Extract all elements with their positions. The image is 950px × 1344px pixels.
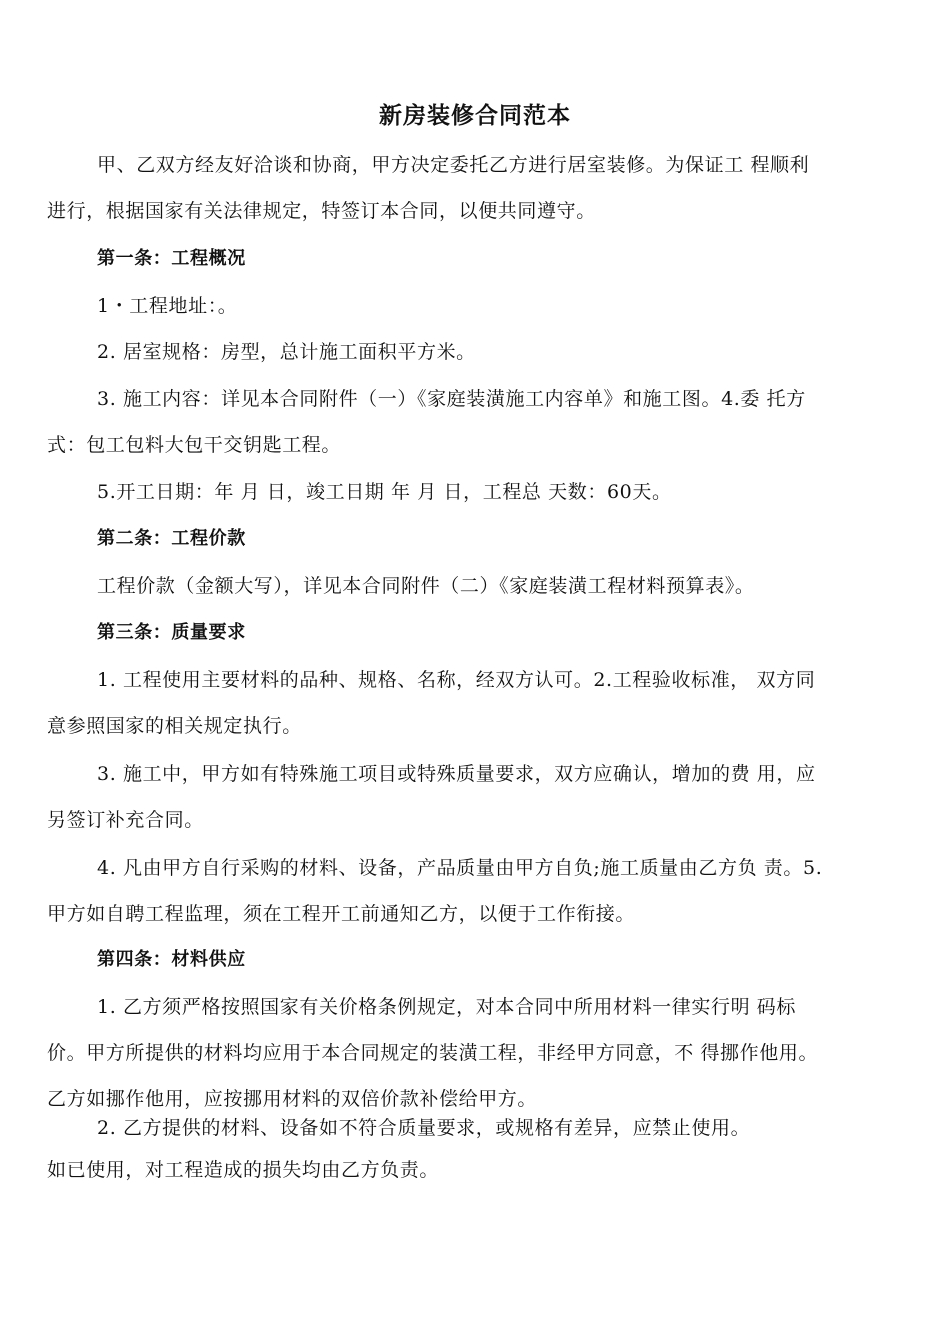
paragraph-line: 乙方如挪作他用，应按挪用材料的双倍价款补偿给甲方。 [47,1088,538,1110]
paragraph-line: 5.开工日期：年 月 日，竣工日期 年 月 日，工程总 天数：60天。 [97,481,672,503]
section-heading: 第四条：材料供应 [97,949,246,970]
paragraph-line: 3. 施工内容：详见本合同附件（一）《家庭装潢施工内容单》和施工图。4.委 托方 [97,388,806,410]
paragraph-line: 1・工程地址：。 [97,295,238,317]
paragraph-line: 甲方如自聘工程监理，须在工程开工前通知乙方，以便于工作衔接。 [47,903,636,925]
paragraph-line: 价。甲方所提供的材料均应用于本合同规定的装潢工程，非经甲方同意，不 得挪作他用。 [47,1042,819,1064]
paragraph-line: 1. 乙方须严格按照国家有关价格条例规定，对本合同中所用材料一律实行明 码标 [97,996,797,1018]
section-heading: 第二条：工程价款 [97,528,246,549]
document-title: 新房装修合同范本 [379,103,571,129]
paragraph-line: 2. 乙方提供的材料、设备如不符合质量要求，或规格有差异，应禁止使用。 [97,1117,751,1139]
section-heading: 第一条：工程概况 [97,248,246,269]
section-heading: 第三条：质量要求 [97,622,246,643]
paragraph-line: 2. 居室规格：房型，总计施工面积平方米。 [97,341,476,363]
paragraph-line: 1. 工程使用主要材料的品种、规格、名称，经双方认可。2.工程验收标准， 双方同 [97,669,816,691]
paragraph-line: 4. 凡由甲方自行采购的材料、设备，产品质量由甲方自负;施工质量由乙方负 责。5. [97,857,823,879]
paragraph-line: 另签订补充合同。 [47,809,204,831]
paragraph-line: 意参照国家的相关规定执行。 [47,715,302,737]
paragraph-line: 工程价款（金额大写），详见本合同附件（二）《家庭装潢工程材料预算表》。 [97,575,755,597]
paragraph-line: 3. 施工中，甲方如有特殊施工项目或特殊质量要求，双方应确认，增加的费 用，应 [97,763,816,785]
paragraph-line: 如已使用，对工程造成的损失均由乙方负责。 [47,1159,440,1181]
paragraph-line: 进行，根据国家有关法律规定，特签订本合同，以便共同遵守。 [47,200,596,222]
paragraph-line: 式：包工包料大包干交钥匙工程。 [47,434,342,456]
paragraph-line: 甲、乙双方经友好洽谈和协商，甲方决定委托乙方进行居室装修。为保证工 程顺利 [97,154,810,176]
